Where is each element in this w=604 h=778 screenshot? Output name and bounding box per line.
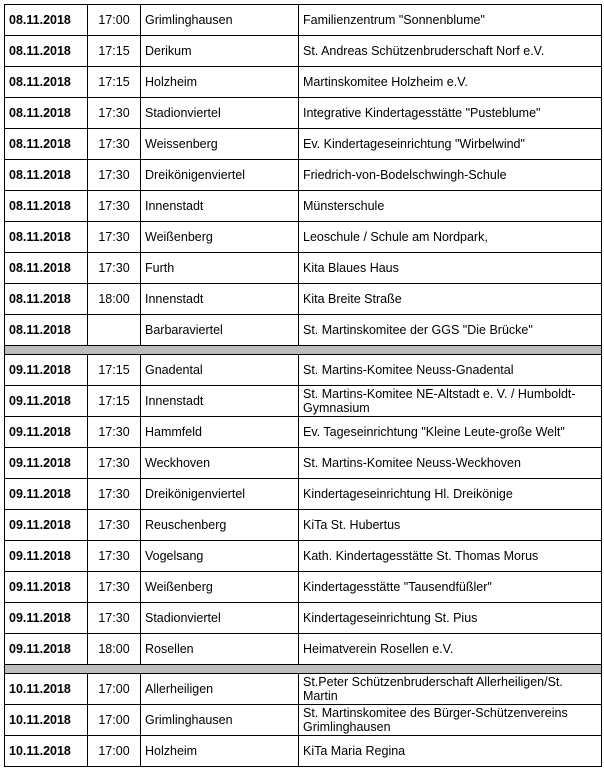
- time-cell: 17:30: [88, 98, 141, 129]
- district-cell: Dreikönigenviertel: [141, 160, 299, 191]
- organizer-cell: Kita Breite Straße: [299, 284, 602, 315]
- district-cell: Innenstadt: [141, 386, 299, 417]
- district-cell: Furth: [141, 253, 299, 284]
- organizer-cell: St. Martinskomitee der GGS "Die Brücke": [299, 315, 602, 346]
- district-cell: Barbaraviertel: [141, 315, 299, 346]
- district-cell: Grimlinghausen: [141, 5, 299, 36]
- date-cell: 08.11.2018: [5, 5, 88, 36]
- date-cell: 10.11.2018: [5, 736, 88, 767]
- district-cell: Stadionviertel: [141, 98, 299, 129]
- date-cell: 09.11.2018: [5, 386, 88, 417]
- time-cell: 17:30: [88, 448, 141, 479]
- date-cell: 08.11.2018: [5, 315, 88, 346]
- date-cell: 08.11.2018: [5, 98, 88, 129]
- time-cell: [88, 315, 141, 346]
- district-cell: Reuschenberg: [141, 510, 299, 541]
- table-row: [5, 36, 602, 67]
- date-cell: 09.11.2018: [5, 479, 88, 510]
- table-row: [5, 479, 602, 510]
- time-cell: 17:15: [88, 67, 141, 98]
- district-cell: Dreikönigenviertel: [141, 479, 299, 510]
- date-cell: 08.11.2018: [5, 253, 88, 284]
- table-row: [5, 674, 602, 705]
- time-cell: 17:00: [88, 5, 141, 36]
- table-row: [5, 448, 602, 479]
- time-cell: 17:30: [88, 603, 141, 634]
- table-row: [5, 222, 602, 253]
- time-cell: 17:00: [88, 674, 141, 705]
- date-cell: 09.11.2018: [5, 572, 88, 603]
- time-cell: 17:30: [88, 417, 141, 448]
- martins-schedule-table: [4, 4, 602, 767]
- date-cell: 08.11.2018: [5, 129, 88, 160]
- date-cell: 09.11.2018: [5, 510, 88, 541]
- organizer-cell: Kita Blaues Haus: [299, 253, 602, 284]
- organizer-cell: St. Martins-Komitee NE-Altstadt e. V. / Humboldt-Gymnasium: [299, 386, 602, 417]
- date-cell: 08.11.2018: [5, 284, 88, 315]
- time-cell: 17:15: [88, 386, 141, 417]
- district-cell: Stadionviertel: [141, 603, 299, 634]
- organizer-cell: Heimatverein Rosellen e.V.: [299, 634, 602, 665]
- time-cell: 17:30: [88, 572, 141, 603]
- time-cell: 18:00: [88, 634, 141, 665]
- organizer-cell: Familienzentrum "Sonnenblume": [299, 5, 602, 36]
- table-row: [5, 355, 602, 386]
- district-cell: Weißenberg: [141, 222, 299, 253]
- time-cell: 17:00: [88, 736, 141, 767]
- organizer-cell: Integrative Kindertagesstätte "Pusteblume": [299, 98, 602, 129]
- table-row: [5, 253, 602, 284]
- organizer-cell: St.Peter Schützenbruderschaft Allerheiligen/St. Martin: [299, 674, 602, 705]
- table-row: [5, 191, 602, 222]
- district-cell: Derikum: [141, 36, 299, 67]
- date-cell: 09.11.2018: [5, 417, 88, 448]
- time-cell: 17:00: [88, 705, 141, 736]
- time-cell: 17:30: [88, 222, 141, 253]
- table-row: [5, 634, 602, 665]
- table-row: [5, 284, 602, 315]
- time-cell: 17:30: [88, 479, 141, 510]
- organizer-cell: Ev. Kindertageseinrichtung "Wirbelwind": [299, 129, 602, 160]
- group-separator: [5, 665, 602, 674]
- table-row: [5, 129, 602, 160]
- district-cell: Weissenberg: [141, 129, 299, 160]
- organizer-cell: Leoschule / Schule am Nordpark,: [299, 222, 602, 253]
- district-cell: Weckhoven: [141, 448, 299, 479]
- district-cell: Rosellen: [141, 634, 299, 665]
- date-cell: 09.11.2018: [5, 355, 88, 386]
- table-row: [5, 98, 602, 129]
- date-cell: 08.11.2018: [5, 36, 88, 67]
- organizer-cell: St. Martinskomitee des Bürger-Schützenvereins Grimlinghausen: [299, 705, 602, 736]
- schedule-body: [5, 5, 602, 767]
- time-cell: 17:30: [88, 160, 141, 191]
- district-cell: Innenstadt: [141, 191, 299, 222]
- date-cell: 09.11.2018: [5, 634, 88, 665]
- table-row: [5, 603, 602, 634]
- district-cell: Grimlinghausen: [141, 705, 299, 736]
- table-row: [5, 160, 602, 191]
- date-cell: 10.11.2018: [5, 705, 88, 736]
- time-cell: 17:30: [88, 510, 141, 541]
- time-cell: 17:30: [88, 253, 141, 284]
- district-cell: Gnadental: [141, 355, 299, 386]
- organizer-cell: Kindertagesstätte "Tausendfüßler": [299, 572, 602, 603]
- organizer-cell: Martinskomitee Holzheim e.V.: [299, 67, 602, 98]
- district-cell: Holzheim: [141, 736, 299, 767]
- organizer-cell: Ev. Tageseinrichtung "Kleine Leute-große Welt": [299, 417, 602, 448]
- table-row: [5, 705, 602, 736]
- table-row: [5, 736, 602, 767]
- organizer-cell: St. Andreas Schützenbruderschaft Norf e.V.: [299, 36, 602, 67]
- table-row: [5, 572, 602, 603]
- organizer-cell: St. Martins-Komitee Neuss-Weckhoven: [299, 448, 602, 479]
- organizer-cell: Münsterschule: [299, 191, 602, 222]
- group-separator: [5, 346, 602, 355]
- table-row: [5, 5, 602, 36]
- date-cell: 08.11.2018: [5, 160, 88, 191]
- date-cell: 08.11.2018: [5, 67, 88, 98]
- date-cell: 09.11.2018: [5, 603, 88, 634]
- time-cell: 17:15: [88, 355, 141, 386]
- table-row: [5, 417, 602, 448]
- table-row: [5, 386, 602, 417]
- table-row: [5, 541, 602, 572]
- organizer-cell: KiTa Maria Regina: [299, 736, 602, 767]
- table-row: [5, 315, 602, 346]
- district-cell: Allerheiligen: [141, 674, 299, 705]
- date-cell: 09.11.2018: [5, 448, 88, 479]
- organizer-cell: Kindertageseinrichtung St. Pius: [299, 603, 602, 634]
- time-cell: 18:00: [88, 284, 141, 315]
- organizer-cell: KiTa St. Hubertus: [299, 510, 602, 541]
- separator-cell: [5, 665, 602, 674]
- organizer-cell: Kindertageseinrichtung Hl. Dreikönige: [299, 479, 602, 510]
- organizer-cell: St. Martins-Komitee Neuss-Gnadental: [299, 355, 602, 386]
- date-cell: 09.11.2018: [5, 541, 88, 572]
- separator-cell: [5, 346, 602, 355]
- table-row: [5, 67, 602, 98]
- district-cell: Weißenberg: [141, 572, 299, 603]
- time-cell: 17:30: [88, 191, 141, 222]
- district-cell: Holzheim: [141, 67, 299, 98]
- date-cell: 10.11.2018: [5, 674, 88, 705]
- table-row: [5, 510, 602, 541]
- district-cell: Innenstadt: [141, 284, 299, 315]
- organizer-cell: Kath. Kindertagesstätte St. Thomas Morus: [299, 541, 602, 572]
- time-cell: 17:30: [88, 129, 141, 160]
- date-cell: 08.11.2018: [5, 222, 88, 253]
- time-cell: 17:30: [88, 541, 141, 572]
- district-cell: Hammfeld: [141, 417, 299, 448]
- date-cell: 08.11.2018: [5, 191, 88, 222]
- organizer-cell: Friedrich-von-Bodelschwingh-Schule: [299, 160, 602, 191]
- district-cell: Vogelsang: [141, 541, 299, 572]
- time-cell: 17:15: [88, 36, 141, 67]
